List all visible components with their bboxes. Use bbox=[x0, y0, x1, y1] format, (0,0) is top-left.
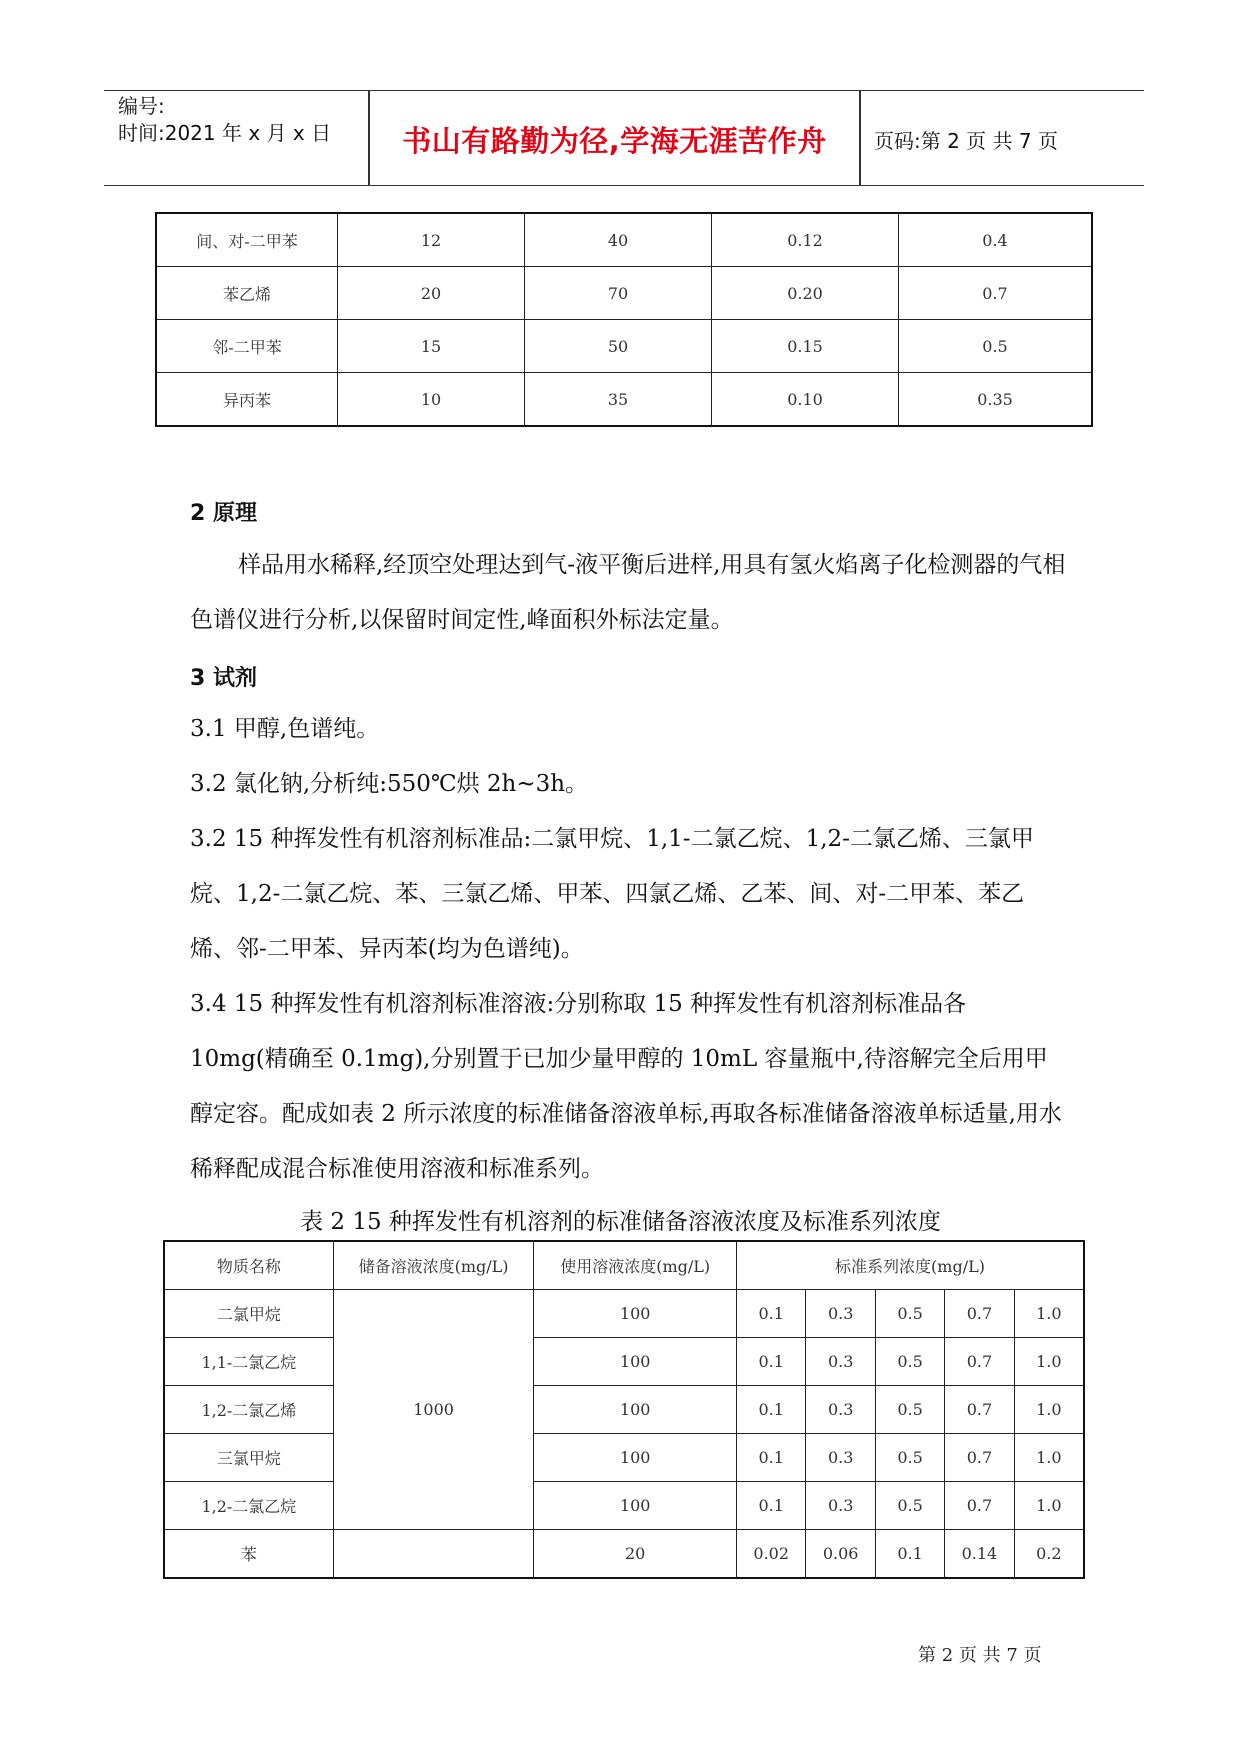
table-cell: 0.12 bbox=[712, 213, 899, 267]
table-cell: 0.3 bbox=[806, 1482, 875, 1530]
table-cell: 0.5 bbox=[875, 1290, 944, 1338]
table-cell: 0.15 bbox=[712, 320, 899, 373]
table-cell: 100 bbox=[534, 1482, 737, 1530]
table-cell: 1.0 bbox=[1014, 1290, 1084, 1338]
table-cell: 70 bbox=[525, 267, 712, 320]
reagent-item-3-2: 3.2 氯化钠,分析纯:550℃烘 2h~3h。 bbox=[190, 771, 589, 797]
table-cell: 0.10 bbox=[712, 373, 899, 427]
section-heading-principle: 2 原理 bbox=[190, 501, 257, 526]
table-cell: 40 bbox=[525, 213, 712, 267]
table-cell: 20 bbox=[338, 267, 525, 320]
table-cell: 0.4 bbox=[899, 213, 1093, 267]
table-cell: 苯乙烯 bbox=[156, 267, 338, 320]
column-header: 标准系列浓度(mg/L) bbox=[736, 1241, 1084, 1290]
table-cell: 1,2-二氯乙烯 bbox=[164, 1386, 333, 1434]
column-header: 物质名称 bbox=[164, 1241, 333, 1290]
table-cell: 0.1 bbox=[736, 1386, 805, 1434]
table-row bbox=[156, 267, 1092, 320]
document-number-label: 编号: bbox=[118, 94, 165, 118]
table-cell: 20 bbox=[534, 1530, 737, 1579]
table-cell: 二氯甲烷 bbox=[164, 1290, 333, 1338]
table-cell: 0.7 bbox=[945, 1290, 1014, 1338]
document-time-label: 时间:2021 年 x 月 x 日 bbox=[118, 121, 332, 145]
table-cell: 邻-二甲苯 bbox=[156, 320, 338, 373]
table-cell: 0.5 bbox=[875, 1434, 944, 1482]
table-cell: 1.0 bbox=[1014, 1482, 1084, 1530]
table-cell: 100 bbox=[534, 1290, 737, 1338]
table-cell: 10 bbox=[338, 373, 525, 427]
table-cell: 三氯甲烷 bbox=[164, 1434, 333, 1482]
table-cell: 0.5 bbox=[899, 320, 1093, 373]
column-header: 储备溶液浓度(mg/L) bbox=[333, 1241, 534, 1290]
table-cell: 0.7 bbox=[899, 267, 1093, 320]
section-heading-reagents: 3 试剂 bbox=[190, 666, 257, 691]
table-cell: 0.3 bbox=[806, 1338, 875, 1386]
table-cell: 0.1 bbox=[875, 1530, 944, 1579]
table-cell: 1.0 bbox=[1014, 1386, 1084, 1434]
table-cell: 0.1 bbox=[736, 1338, 805, 1386]
table-cell: 苯 bbox=[164, 1530, 333, 1579]
table-caption: 表 2 15 种挥发性有机溶剂的标准储备溶液浓度及标准系列浓度 bbox=[300, 1209, 941, 1235]
table-cell: 0.1 bbox=[736, 1290, 805, 1338]
table-cell: 0.5 bbox=[875, 1386, 944, 1434]
page-footer: 第 2 页 共 7 页 bbox=[918, 1645, 1042, 1666]
table-cell: 0.5 bbox=[875, 1482, 944, 1530]
table-row bbox=[164, 1530, 1084, 1579]
table-cell: 0.3 bbox=[806, 1386, 875, 1434]
table-cell: 0.20 bbox=[712, 267, 899, 320]
table-row bbox=[164, 1434, 1084, 1482]
solvent-limit-table-continued bbox=[155, 212, 1093, 427]
table-cell: 1.0 bbox=[1014, 1338, 1084, 1386]
table-cell: 0.7 bbox=[945, 1338, 1014, 1386]
header-meta bbox=[118, 93, 331, 147]
principle-paragraph: 样品用水稀释,经顶空处理达到气-液平衡后进样,用具有氢火焰离子化检测器的气相色谱仪进行分析,以保留时间定性,峰面积外标法定量。 bbox=[190, 552, 1066, 633]
header-motto: 书山有路勤为径,学海无涯苦作舟 bbox=[402, 124, 827, 158]
table-cell bbox=[333, 1530, 534, 1579]
reagent-item-3-1: 3.1 甲醇,色谱纯。 bbox=[190, 716, 380, 742]
table-cell: 0.06 bbox=[806, 1530, 875, 1579]
table-cell: 0.02 bbox=[736, 1530, 805, 1579]
table-cell: 0.14 bbox=[945, 1530, 1014, 1579]
table-cell: 100 bbox=[534, 1386, 737, 1434]
table-cell: 0.7 bbox=[945, 1434, 1014, 1482]
table-cell: 1,1-二氯乙烷 bbox=[164, 1338, 333, 1386]
standard-concentration-table bbox=[163, 1240, 1085, 1579]
table-cell: 0.3 bbox=[806, 1434, 875, 1482]
table-row bbox=[164, 1386, 1084, 1434]
table-cell: 100 bbox=[534, 1434, 737, 1482]
table-cell: 1,2-二氯乙烷 bbox=[164, 1482, 333, 1530]
table-row bbox=[164, 1482, 1084, 1530]
reagent-item-3-4: 3.4 15 种挥发性有机溶剂标准溶液:分别称取 15 种挥发性有机溶剂标准品各 10mg(精确至 0.1mg),分别置于已加少量甲醇的 10mL 容量瓶中,待溶解完全后用甲醇定容。配成如表 2 所示浓度的标准储备溶液单标,再取各标准储备溶液单标适量,用水稀释配成混合标准使用溶液和标准系列。 bbox=[190, 991, 1062, 1182]
table-row bbox=[164, 1338, 1084, 1386]
table-cell: 12 bbox=[338, 213, 525, 267]
table-header-row bbox=[164, 1241, 1084, 1290]
header-page-indicator: 页码:第 2 页 共 7 页 bbox=[874, 129, 1058, 153]
table-cell: 35 bbox=[525, 373, 712, 427]
table-cell: 0.3 bbox=[806, 1290, 875, 1338]
table-row bbox=[156, 373, 1092, 427]
stock-concentration-cell: 1000 bbox=[333, 1290, 534, 1530]
page-header bbox=[104, 90, 1144, 186]
table-cell: 0.7 bbox=[945, 1482, 1014, 1530]
table-cell: 1.0 bbox=[1014, 1434, 1084, 1482]
table-cell: 0.5 bbox=[875, 1338, 944, 1386]
table-row bbox=[156, 213, 1092, 267]
table-cell: 0.7 bbox=[945, 1386, 1014, 1434]
table-cell: 15 bbox=[338, 320, 525, 373]
table-cell: 0.1 bbox=[736, 1482, 805, 1530]
header-divider bbox=[859, 91, 861, 185]
table-row bbox=[164, 1290, 1084, 1338]
table-cell: 间、对-二甲苯 bbox=[156, 213, 338, 267]
reagent-item-3-2b: 3.2 15 种挥发性有机溶剂标准品:二氯甲烷、1,1-二氯乙烷、1,2-二氯乙烯、三氯甲烷、1,2-二氯乙烷、苯、三氯乙烯、甲苯、四氯乙烯、乙苯、间、对-二甲苯、苯乙烯、邻-二甲苯、异丙苯(均为色谱纯)。 bbox=[190, 826, 1034, 962]
table-cell: 50 bbox=[525, 320, 712, 373]
table-cell: 0.2 bbox=[1014, 1530, 1084, 1579]
table-cell: 100 bbox=[534, 1338, 737, 1386]
table-cell: 异丙苯 bbox=[156, 373, 338, 427]
table-cell: 0.1 bbox=[736, 1434, 805, 1482]
table-cell: 0.35 bbox=[899, 373, 1093, 427]
column-header: 使用溶液浓度(mg/L) bbox=[534, 1241, 737, 1290]
table-row bbox=[156, 320, 1092, 373]
